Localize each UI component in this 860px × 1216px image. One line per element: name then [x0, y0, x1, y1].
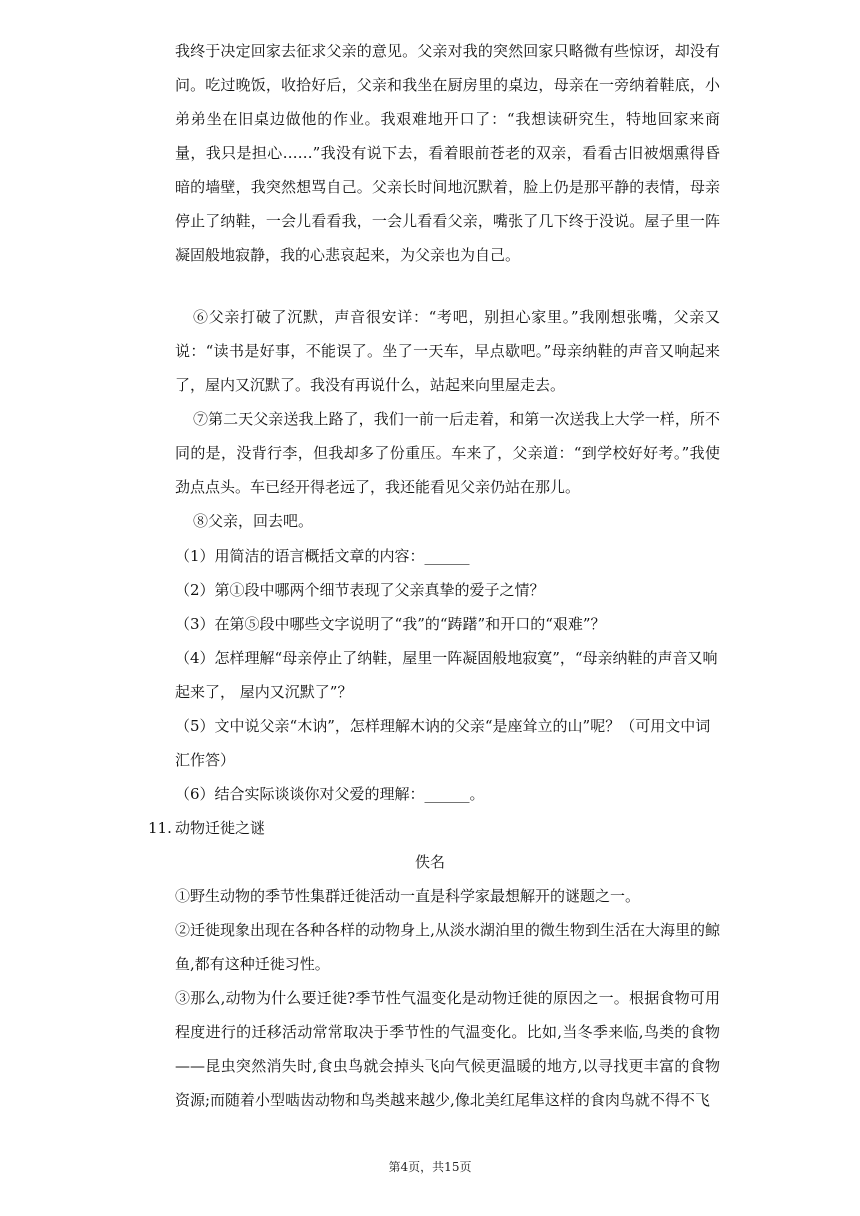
- passage-title: 动物迁徙之谜: [175, 819, 266, 837]
- passage-paragraph-6: ⑥父亲打破了沉默，声音很安详：“考吧，别担心家里。”我刚想张嘴，父亲又说：“读书是好事，不能误了。坐了一天车，早点歇吧。”母亲纳鞋的声音又响起来了，屋内又沉默了。我没有再说什么，站起来向里屋走去。: [175, 308, 720, 394]
- question-6: （6）结合实际谈谈你对父爱的理解：______。: [175, 785, 485, 803]
- passage-paragraph: ②迁徙现象出现在各种各样的动物身上,从淡水湖泊里的微生物到生活在大海里的鲸鱼,都有这种迁徙习性。: [175, 921, 720, 973]
- question-2: （2）第①段中哪两个细节表现了父亲真挚的爱子之情？: [175, 581, 545, 599]
- passage-paragraph-5: 我终于决定回家去征求父亲的意见。父亲对我的突然回家只略微有些惊讶，却没有问。吃过晚饭，收拾好后，父亲和我坐在厨房里的桌边，母亲在一旁纳着鞋底，小弟弟坐在旧桌边做他的作业。我艰难地开口了：“我想读研究生，特地回家来商量，我只是担心……”我没有说下去，看着眼前苍老的双亲，看看古旧被烟熏得昏暗的墙壁，我突然想骂自己。父亲长时间地沉默着，脸上仍是那平静的表情，母亲停止了纳鞋，一会儿看看我，一会儿看看父亲，嘴张了几下终于没说。屋子里一阵凝固般地寂静，我的心悲哀起来，为父亲也为自己。: [175, 42, 720, 264]
- question-1: （1）用简洁的语言概括文章的内容：______: [175, 547, 470, 565]
- question-5: （5）文中说父亲“木讷”，怎样理解木讷的父亲“是座耸立的山”呢？（可用文中词汇作答）: [175, 717, 711, 769]
- passage-paragraph: ③那么,动物为什么要迁徙?季节性气温变化是动物迁徙的原因之一。根据食物可用程度进行的迁移活动常常取决于季节性的气温变化。比如,当冬季来临,鸟类的食物——昆虫突然消失时,食虫鸟就会掉头飞向气候更温暖的地方,以寻找更丰富的食物资源;而随着小型啮齿动物和鸟类越来越少,像北美红尾隼这样的食肉鸟就不得不飞: [175, 989, 720, 1109]
- question-4: （4）怎样理解“母亲停止了纳鞋，屋里一阵凝固般地寂寞”，“母亲纳鞋的声音又响起来了， 屋内又沉默了”？: [175, 649, 718, 701]
- passage-paragraph-7: ⑦第二天父亲送我上路了，我们一前一后走着，和第一次送我上大学一样，所不同的是，没背行李，但我却多了份重压。车来了，父亲道：“到学校好好考。”我使劲点点头。车已经开得老远了，我还能看见父亲仍站在那儿。: [175, 410, 720, 496]
- passage-paragraph: ①野生动物的季节性集群迁徙活动一直是科学家最想解开的谜题之一。: [175, 887, 641, 905]
- passage-author: 佚名: [414, 853, 445, 871]
- question-3: （3）在第⑤段中哪些文字说明了“我”的“踌躇”和开口的“艰难”？: [175, 615, 606, 633]
- question-number: 11.: [148, 819, 172, 837]
- page-footer: 第4页，共15页: [388, 1160, 472, 1174]
- passage-paragraph-8: ⑧父亲，回去吧。: [193, 512, 314, 530]
